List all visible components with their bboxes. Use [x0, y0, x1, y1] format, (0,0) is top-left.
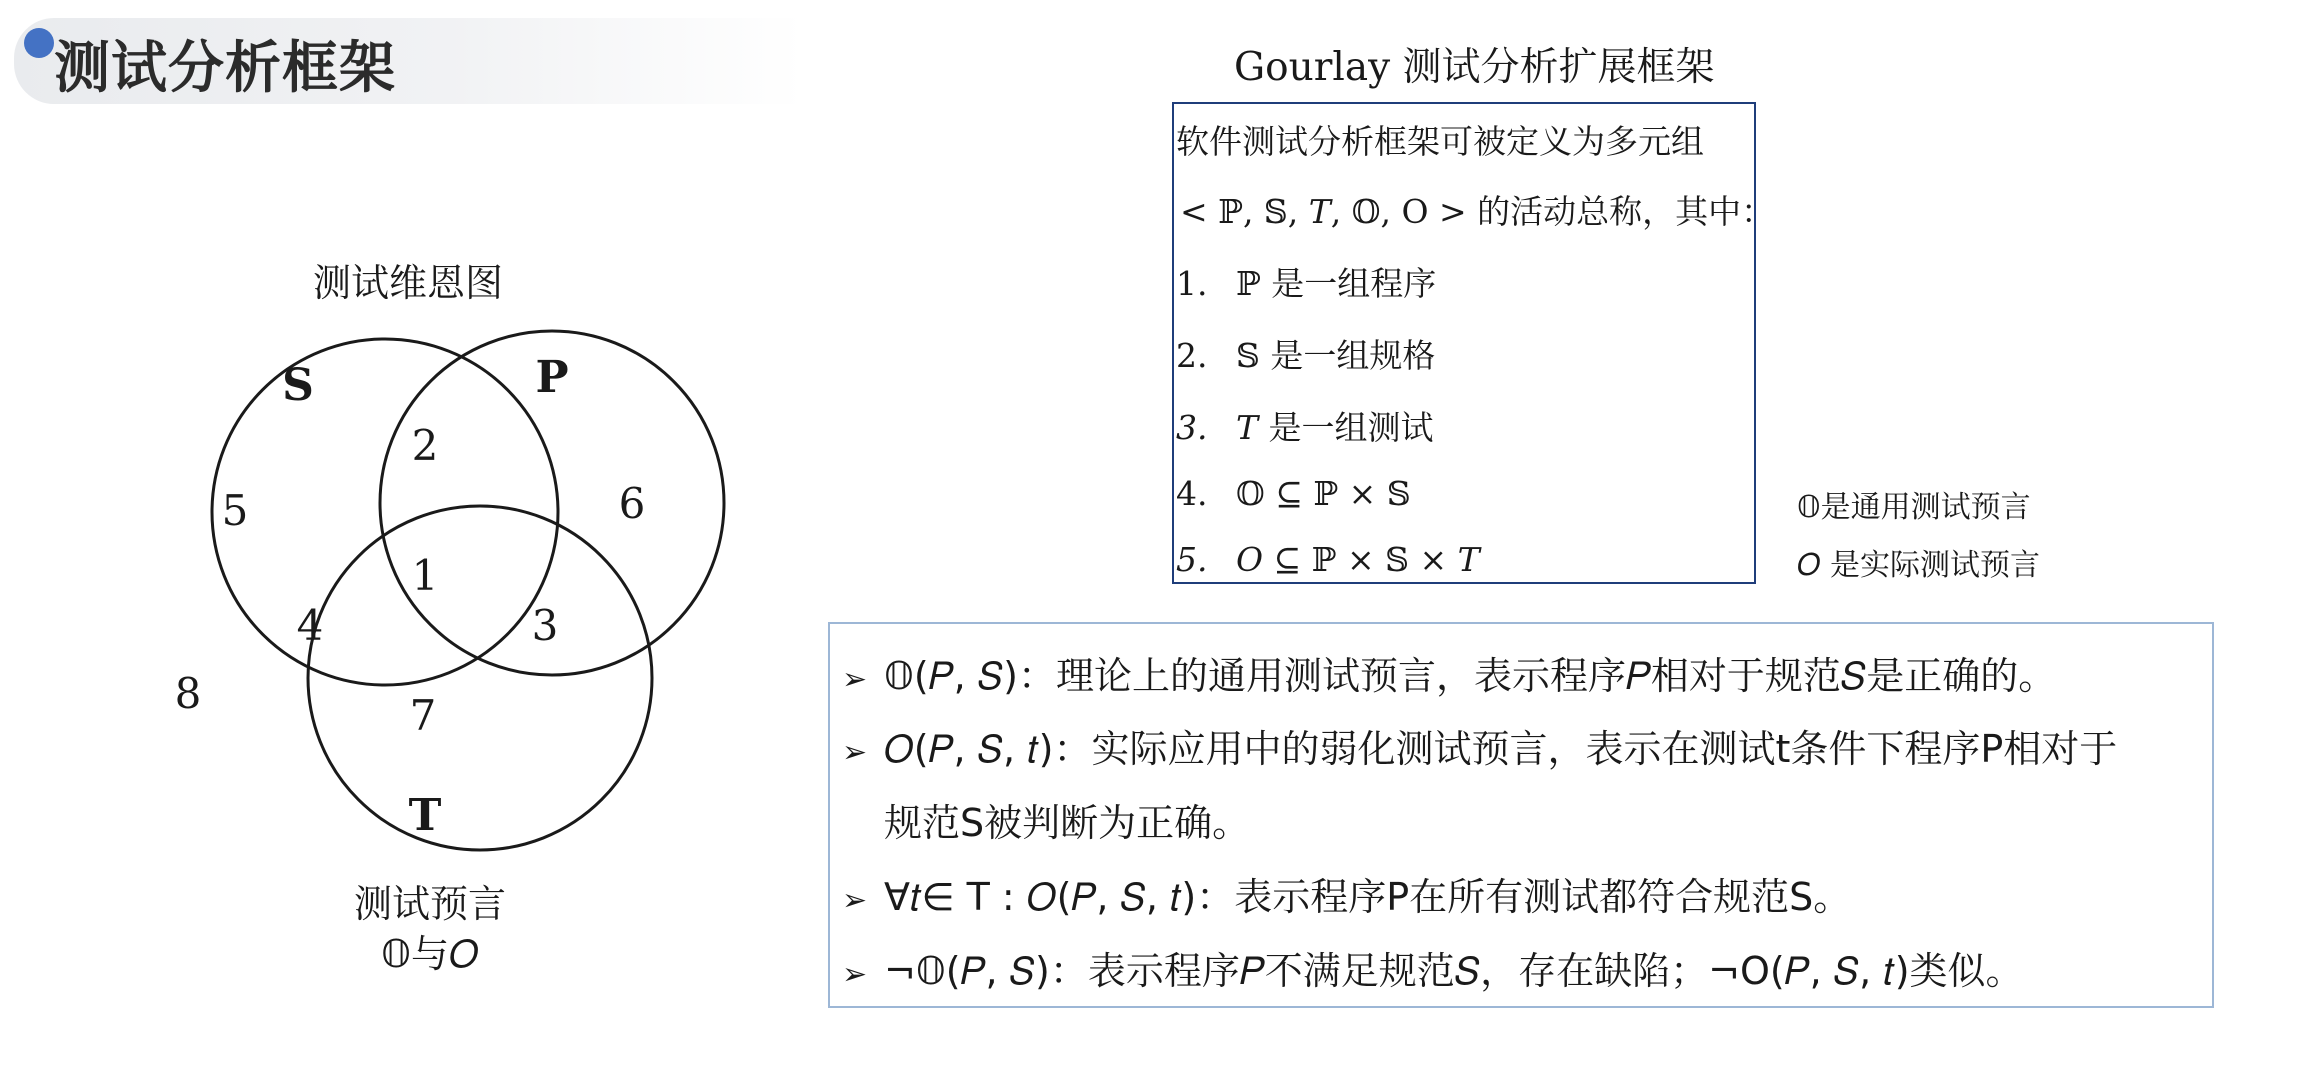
framework-item-4 [1176, 474, 1411, 513]
definition-item-3 [842, 866, 1851, 921]
framework-intro-line2: < ℙ, 𝕊, 𝑇, 𝕆, O > 的活动总称，其中： [1180, 192, 1775, 231]
definition-item-1 [842, 645, 2056, 700]
venn-caption-line2: 𝕆与𝑂 [381, 932, 479, 976]
page-title: 测试分析框架 [54, 36, 396, 101]
venn-region-8: 8 [174, 669, 202, 718]
venn-region-7: 7 [409, 691, 437, 740]
framework-item-text: ℙ 是一组程序 [1236, 264, 1437, 303]
arrow-bullet-icon: ➢ [842, 735, 868, 770]
definition-text: 𝑂(𝑃, 𝑆, 𝑡)：实际应用中的弱化测试预言，表示在测试t条件下程序P相对于 [884, 727, 2118, 771]
venn-region-4: 4 [296, 601, 324, 650]
framework-item-1 [1176, 258, 1436, 305]
framework-item-number: 3. [1176, 408, 1208, 447]
venn-label-p: P [535, 352, 569, 403]
venn-region-1: 1 [411, 551, 439, 600]
side-note-actual-oracle: 𝑂 是实际测试预言 [1797, 548, 2041, 583]
framework-item-text: 𝑇 是一组测试 [1236, 408, 1434, 447]
venn-circle-t [308, 506, 652, 850]
framework-item-number: 2. [1176, 336, 1208, 375]
framework-item-number: 1. [1176, 264, 1208, 303]
venn-region-2: 2 [411, 421, 439, 470]
framework-item-number: 4. [1176, 474, 1208, 513]
side-note-general-oracle: 𝕆是通用测试预言 [1797, 490, 2031, 525]
definition-text: ∀𝑡∈ T : 𝑂(𝑃, 𝑆, 𝑡)：表示程序P在所有测试都符合规范S。 [884, 875, 1852, 919]
definition-item-2 [842, 718, 2117, 773]
definition-item-4 [842, 940, 2024, 995]
framework-heading: Gourlay 测试分析扩展框架 [1234, 45, 1715, 90]
venn-region-5: 5 [221, 486, 249, 535]
venn-region-3: 3 [531, 601, 559, 650]
arrow-bullet-icon: ➢ [842, 883, 868, 918]
venn-label-t: T [408, 790, 442, 841]
venn-circle-s [212, 339, 558, 685]
framework-intro-line1: 软件测试分析框架可被定义为多元组 [1176, 122, 1704, 161]
framework-item-2 [1176, 330, 1435, 377]
framework-item-text: 𝕊 是一组规格 [1236, 336, 1436, 375]
definition-text: 𝕆(𝑃, 𝑆)：理论上的通用测试预言，表示程序𝑃相对于规范𝑆是正确的。 [884, 654, 2057, 698]
title-dot-icon [24, 28, 54, 58]
arrow-bullet-icon: ➢ [842, 957, 868, 992]
definition-text: ¬𝕆(𝑃, 𝑆)：表示程序𝑃不满足规范𝑆，存在缺陷；¬O(𝑃, 𝑆, 𝑡)类似。 [884, 949, 2024, 993]
venn-label-s: S [282, 360, 314, 411]
venn-caption-line1: 测试预言 [353, 882, 506, 926]
framework-item-3 [1176, 402, 1434, 449]
venn-diagram [100, 300, 740, 880]
framework-item-text: 𝑂 ⊆ ℙ × 𝕊 × 𝑇 [1236, 540, 1480, 579]
venn-region-6: 6 [618, 479, 646, 528]
venn-title: 测试维恩图 [313, 261, 504, 305]
definition-item-2-continuation: 规范S被判断为正确。 [884, 801, 1251, 845]
framework-item-text: 𝕆 ⊆ ℙ × 𝕊 [1236, 474, 1411, 513]
arrow-bullet-icon: ➢ [842, 662, 868, 697]
framework-item-number: 5. [1176, 540, 1208, 579]
framework-item-5 [1176, 540, 1480, 579]
